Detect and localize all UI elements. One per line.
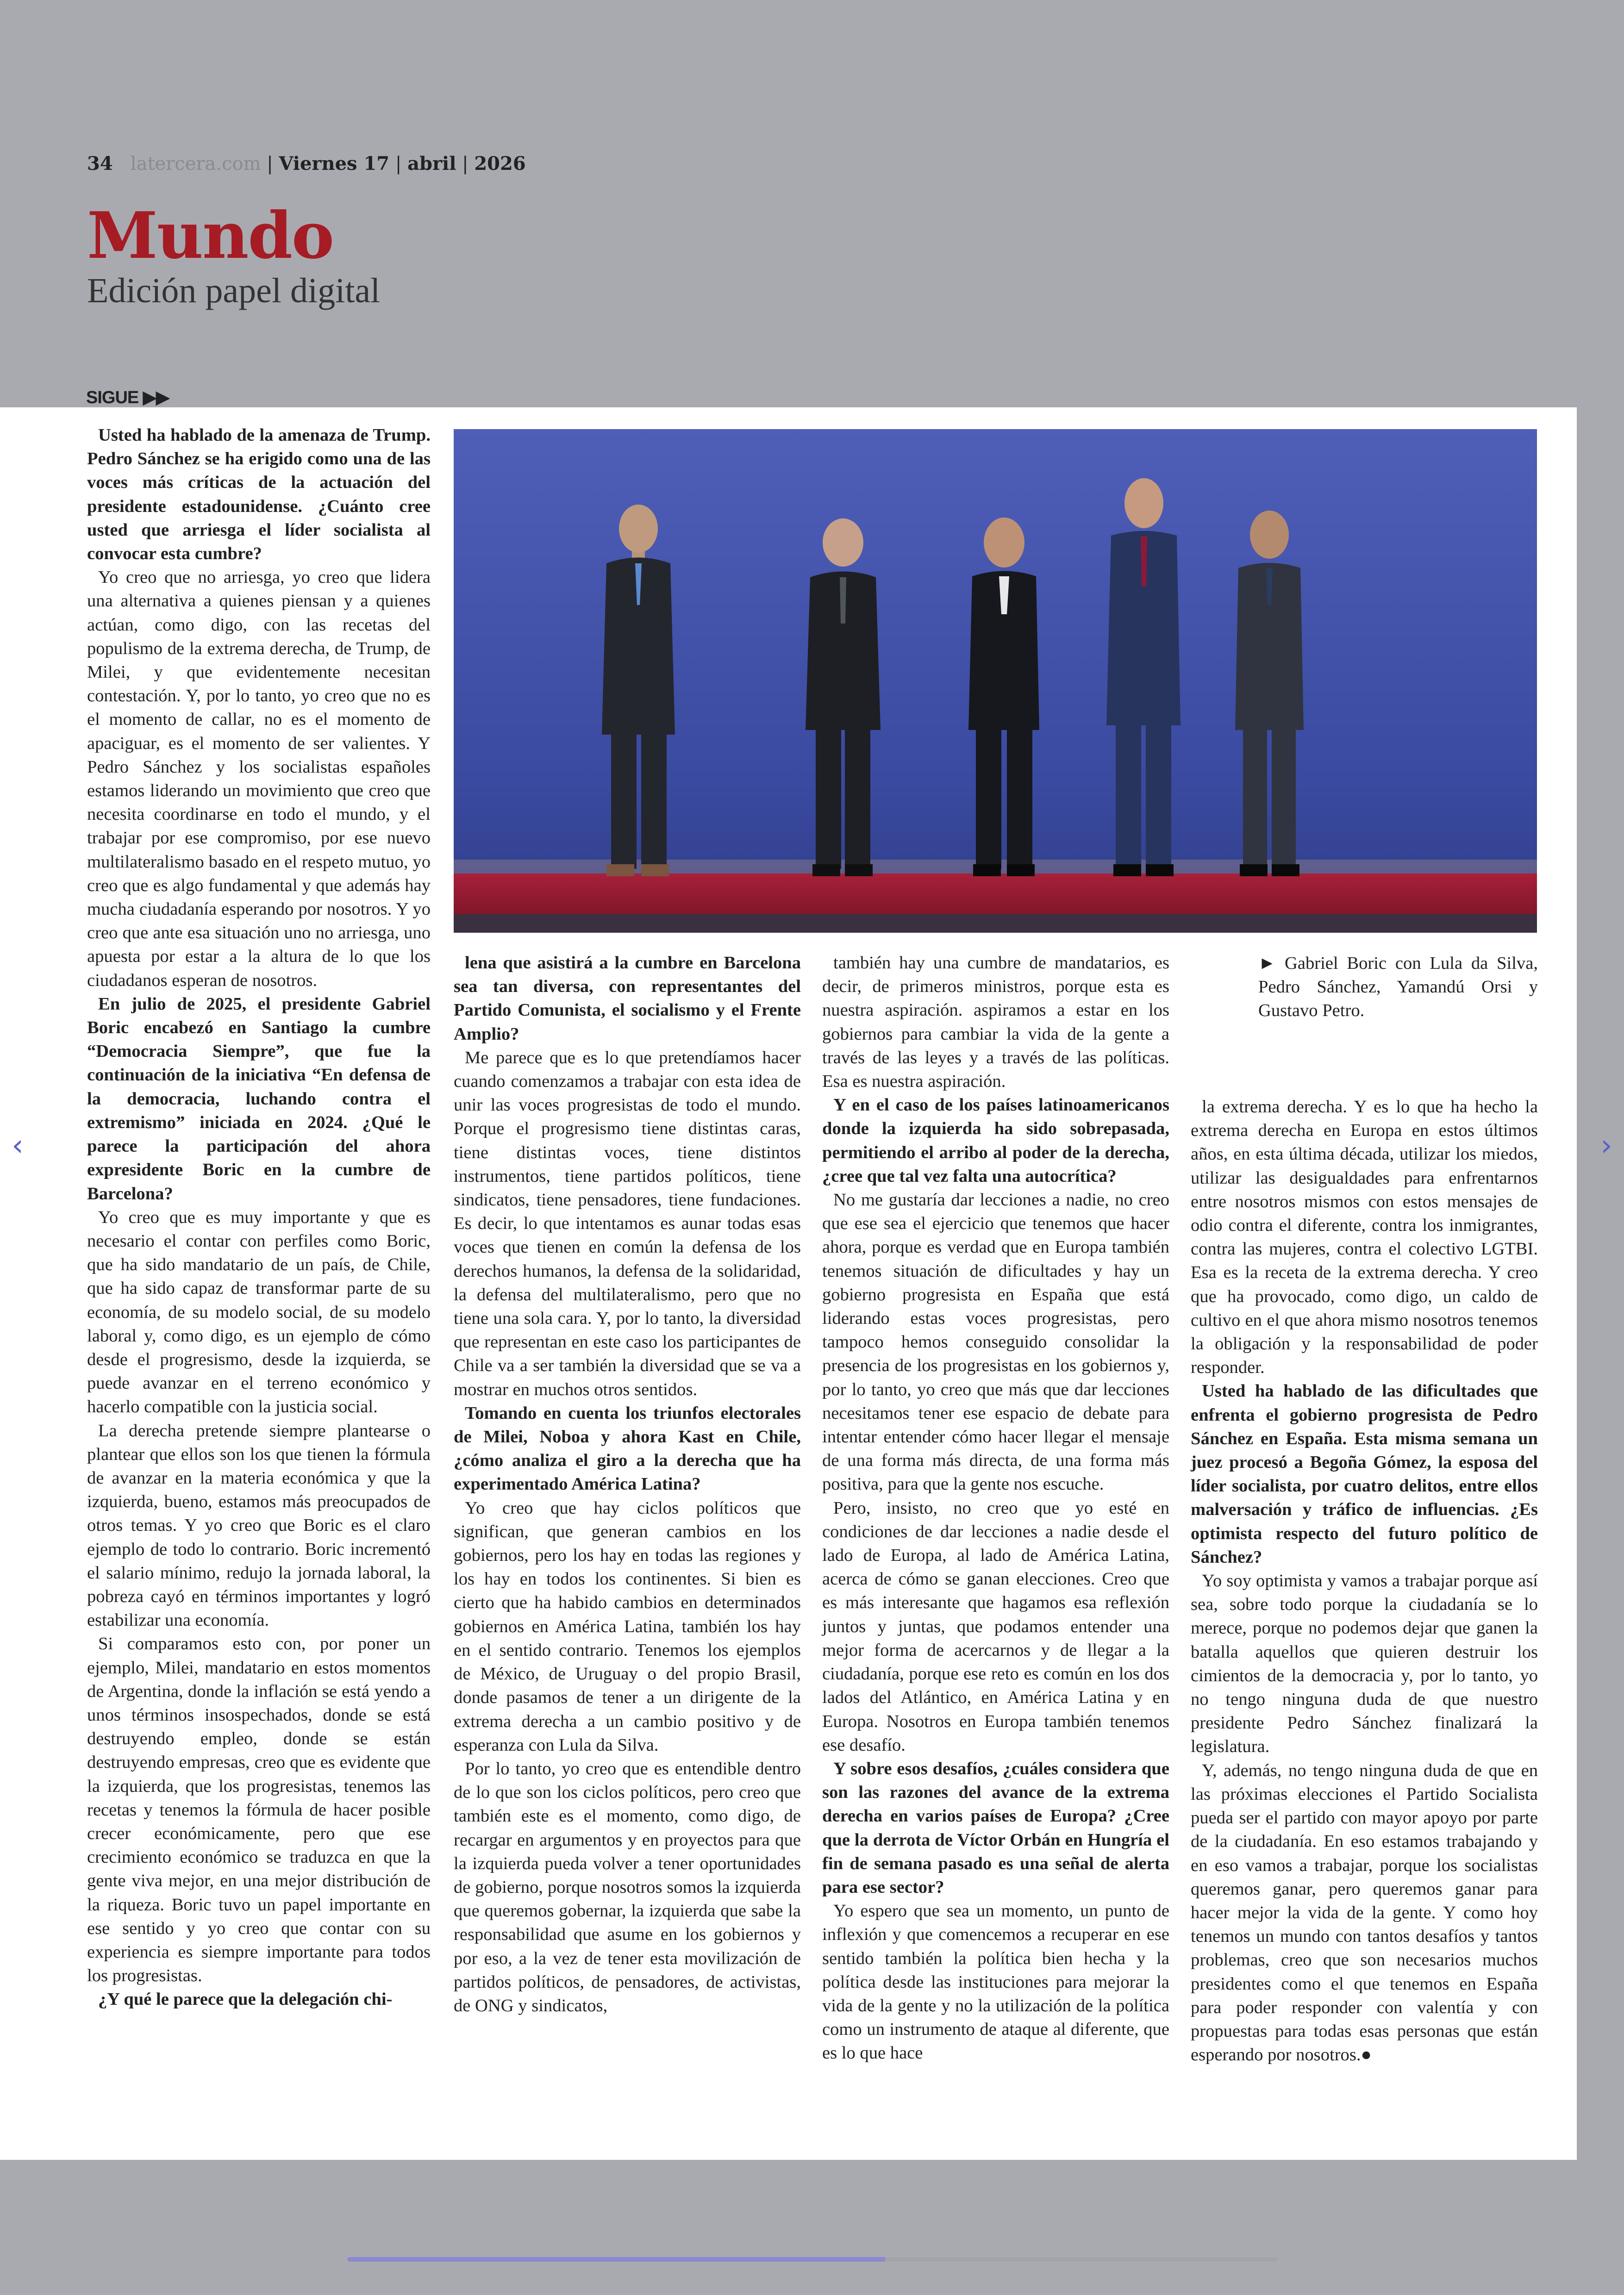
photo-caption: ► Gabriel Boric con Lula da Silva, Pedro Sánchez, Yamandú Orsi y Gustavo Petro.: [1258, 954, 1538, 1021]
interview-answer: Yo soy optimista y vamos a trabajar porque así sea, sobre todo porque la ciudadanía se lo merece, porque no podemos dejar que ganen la batalla aquellos que quieren destruir los cimientos de la democracia y, por lo tanto, yo no tengo ninguna duda de que nuestro presidente Pedro Sánchez finalizará la legislatura.: [1191, 1571, 1538, 1757]
interview-answer: Me parece que es lo que pretendíamos hacer cuando comenzamos a trabajar con esta idea de unir las voces progresistas de todo el mundo. Porque el progresismo tiene distintas caras, tiene distintas voces, tiene distintos instrumentos, tiene partidos políticos, tiene sindicatos, tiene pensadores, tiene fundaciones. Es decir, lo que intentamos es aunar todas esas voces que tienen en común la defensa de los derechos humanos, la defensa de la solidaridad, la defensa del multilateralismo, pero que no tiene una sola cara. Y, por lo tanto, la diversidad que representan en este caso los participantes de Chile va a ser también la diversidad que se va a mostrar en muchos otros sentidos.: [454, 1048, 801, 1399]
interview-question: Usted ha hablado de la amenaza de Trump. Pedro Sánchez se ha erigido como una de las voces más críticas de la actuación del presidente estadounidense. ¿Cuánto cree usted que arriesga el líder socialista al convocar esta cumbre?: [87, 425, 431, 564]
interview-answer: No me gustaría dar lecciones a nadie, no creo que ese sea el ejercicio que tenemos que hacer ahora, porque es verdad que en Europa también tenemos situación de dificultades y hay un gobierno progresista en España que está liderando estas voces progresistas, pero tampoco hemos conseguido consolidar la presencia de los progresistas en los gobiernos y, por lo tanto, yo creo que más que dar lecciones necesitamos tener ese espacio de debate para intentar entender cómo hacer llegar el mensaje de una forma más directa, de una forma más positiva, para que la gente nos escuche.: [822, 1190, 1169, 1494]
interview-answer: Yo creo que no arriesga, yo creo que lidera una alternativa a quienes piensan y a quienes actúan, como digo, con las recetas del populismo de la extrema derecha, de Trump, de Milei, y que evidentemente necesitan contestación. Y, por lo tanto, yo creo que no es el momento de callar, no es el momento de apaciguar, es el momento de ser valientes. Y Pedro Sánchez y los socialistas españoles estamos liderando un movimiento que creo que necesita coordinarse en todo el mundo, y el trabajar por ese compromiso, por ese nuevo multilateralismo basado en el respeto mutuo, yo creo que es algo fundamental y que además hay mucha ciudadanía esperando por nosotros. Y yo creo que ante esa situación uno no arriesga, uno apuesta por estar a la altura de lo que los ciudadanos esperan de nosotros.: [87, 568, 431, 990]
section-subtitle: Edición papel digital: [87, 271, 381, 310]
continued-marker: SIGUE ▶▶: [86, 388, 169, 407]
interview-answer: Pero, insisto, no creo que yo esté en condiciones de dar lecciones a nadie desde el lado de Europa, al lado de América Latina, acerca de cómo se ganan elecciones. Creo que es más interesante que hagamos esa reflexión juntos y juntas, que podamos entender una mejor forma de acercarnos y de llegar a la ciudadanía, porque ese reto es común en los dos lados del Atlántico, en América Latina y en Europa. Nosotros en Europa también tenemos ese desafío.: [822, 1498, 1169, 1755]
article-column-4: [1191, 1095, 1538, 2067]
section-title: Mundo: [87, 198, 333, 273]
leaders-photo-illustration: [454, 429, 1537, 933]
interview-question: lena que asistirá a la cumbre en Barcelona sea tan diversa, con representantes del Partido Comunista, el socialismo y el Frente Amplio?: [454, 953, 801, 1044]
article-photo: [454, 429, 1537, 933]
folio-separator: |: [462, 153, 468, 175]
previous-page-icon[interactable]: ‹: [12, 1129, 24, 1163]
interview-answer: La derecha pretende siempre plantearse o plantear que ellos son los que tienen la fórmula de avanzar en la materia económica y que la izquierda, bueno, estamos más preocupados de otros temas. Y yo creo que Boric es el claro ejemplo de todo lo contrario. Boric incrementó el salario mínimo, redujo la jornada laboral, la pobreza cayó en términos importantes y logró estabilizar una economía.: [87, 1421, 431, 1630]
interview-answer: Por lo tanto, yo creo que es entendible dentro de lo que son los ciclos políticos, pero creo que también este es el momento, como digo, de recargar en argumentos y en proyectos para que la izquierda pueda volver a tener oportunidades de gobierno, porque nosotros somos la izquierda que queremos gobernar, la izquierda que sabe la responsabilidad que asume en los gobiernos y por eso, a la vez de tener esta movilización de partidos políticos, de pensadores, de activistas, de ONG y sindicatos,: [454, 1759, 801, 2015]
folio-separator: |: [395, 153, 402, 175]
interview-answer: Si comparamos esto con, por poner un ejemplo, Milei, mandatario en estos momentos de Argentina, donde la inflación se está yendo a unos términos insospechados, donde se está destruyendo empleo, donde se están destruyendo empresas, creo que es evidente que la izquierda, que los progresistas, tenemos las recetas y tenemos la fórmula de hacer posible crecer económicamente, pero que ese crecimiento económico se traduzca en que la gente viva mejor, en una mejor distribución de la riqueza. Boric tuvo un papel importante en ese sentido y yo creo que contar con su experiencia es siempre importante para todos los progresistas.: [87, 1634, 431, 1986]
interview-question: Y en el caso de los países latinoamericanos donde la izquierda ha sido sobrepasada, permitiendo el arribo al poder de la derecha, ¿cree que tal vez falta una autocrítica?: [822, 1095, 1169, 1186]
interview-answer: Yo creo que hay ciclos políticos que significan, que generan cambios en los gobiernos, pero los hay en todas las regiones y los hay en todos los continentes. Si bien es cierto que ha habido cambios en determinados gobiernos en América Latina, también los hay en el sentido contrario. Tenemos los ejemplos de México, de Uruguay o del propio Brasil, donde pasamos de tener a un dirigente de la extrema derecha a un cambio positivo y de esperanza con Lula da Silva.: [454, 1498, 801, 1755]
article-column-2: [454, 951, 801, 2018]
interview-answer: Yo espero que sea un momento, un punto de inflexión y que comencemos a recuperar en ese sentido también la política bien hecha y la política desde las instituciones para mejorar la vida de la gente y no la utilización de la política como un instrumento de ataque al diferente, que es lo que hace: [822, 1901, 1169, 2063]
interview-question: Tomando en cuenta los triunfos electorales de Milei, Noboa y ahora Kast en Chile, ¿cómo analiza el giro a la derecha que ha experimentado América Latina?: [454, 1403, 801, 1494]
page-scrollbar-thumb[interactable]: [347, 2257, 886, 2262]
folio-separator: |: [267, 153, 273, 175]
interview-answer: también hay una cumbre de mandatarios, es decir, de primeros ministros, porque esta es nuestra aspiración. aspiramos a estar en los gobiernos para cambiar la vida de la gente a través de las leyes y a través de las políticas. Esa es nuestra aspiración.: [822, 953, 1169, 1091]
next-page-icon[interactable]: ›: [1600, 1129, 1612, 1163]
folio-line: [87, 153, 526, 175]
interview-question: Usted ha hablado de las dificultades que enfrenta el gobierno progresista de Pedro Sánchez en España. Esta misma semana un juez procesó a Begoña Gómez, la esposa del líder socialista, por cuatro delitos, entre ellos malversación y tráfico de influencias. ¿Es optimista respecto del futuro político de Sánchez?: [1191, 1381, 1538, 1567]
interview-question: Y sobre esos desafíos, ¿cuáles considera que son las razones del avance de la extrema derecha en varios países de Europa? ¿Cree que la derrota de Víctor Orbán en Hungría el fin de semana pasado es una señal de alerta para ese sector?: [822, 1759, 1169, 1897]
interview-question: ¿Y qué le parece que la delegación chi-: [98, 1989, 393, 2009]
folio-day: Viernes 17: [279, 153, 390, 175]
interview-answer: la extrema derecha. Y es lo que ha hecho la extrema derecha en Europa en estos últimos años, en esta última década, utilizar los miedos, utilizar las desigualdades para enfrentarnos entre nosotros mismos con estos mensajes de odio contra el diferente, contra los inmigrantes, contra las mujeres, contra el colectivo LGTBI. Esa es la receta de la extrema derecha. Y creo que ha provocado, como digo, un caldo de cultivo en el que ahora mismo nosotros tenemos la obligación y la responsabilidad de poder responder.: [1191, 1097, 1538, 1378]
interview-answer: Y, además, no tengo ninguna duda de que en las próximas elecciones el Partido Socialista pueda ser el partido con mayor apoyo por parte de la ciudadanía. En eso estamos trabajando y en eso vamos a trabajar, porque los socialistas queremos ganar, pero queremos ganar para hacer mejor la vida de la gente. Y como hoy tenemos un mundo con tantos desafíos y tantos problemas, creo que son necesarios muchos presidentes como el que tenemos en España para poder responder con valentía y con propuestas para todas esas personas que están esperando por nosotros.●: [1191, 1760, 1538, 2065]
interview-answer: Yo creo que es muy importante y que es necesario el contar con perfiles como Boric, que ha sido mandatario de un país, de Chile, que ha sido capaz de transformar parte de su economía, de su modelo social, de su modelo laboral y, como digo, es un ejemplo de cómo desde el progresismo, desde la izquierda, se puede avanzar en el terreno económico y hacerlo compatible con la justicia social.: [87, 1207, 431, 1417]
interview-question: En julio de 2025, el presidente Gabriel Boric encabezó en Santiago la cumbre “Democracia Siempre”, que fue la continuación de la iniciativa “En defensa de la democracia, luchando contra el extremismo” iniciada en 2024. ¿Qué le parece la participación del ahora expresidente Boric en la cumbre de Barcelona?: [87, 994, 431, 1204]
site-name: latercera.com: [130, 153, 261, 175]
folio-year: 2026: [474, 153, 526, 175]
article-column-3: [822, 951, 1169, 2065]
folio-month: abril: [407, 153, 456, 175]
page-number: 34: [87, 153, 113, 175]
article-column-1: [87, 424, 431, 2012]
